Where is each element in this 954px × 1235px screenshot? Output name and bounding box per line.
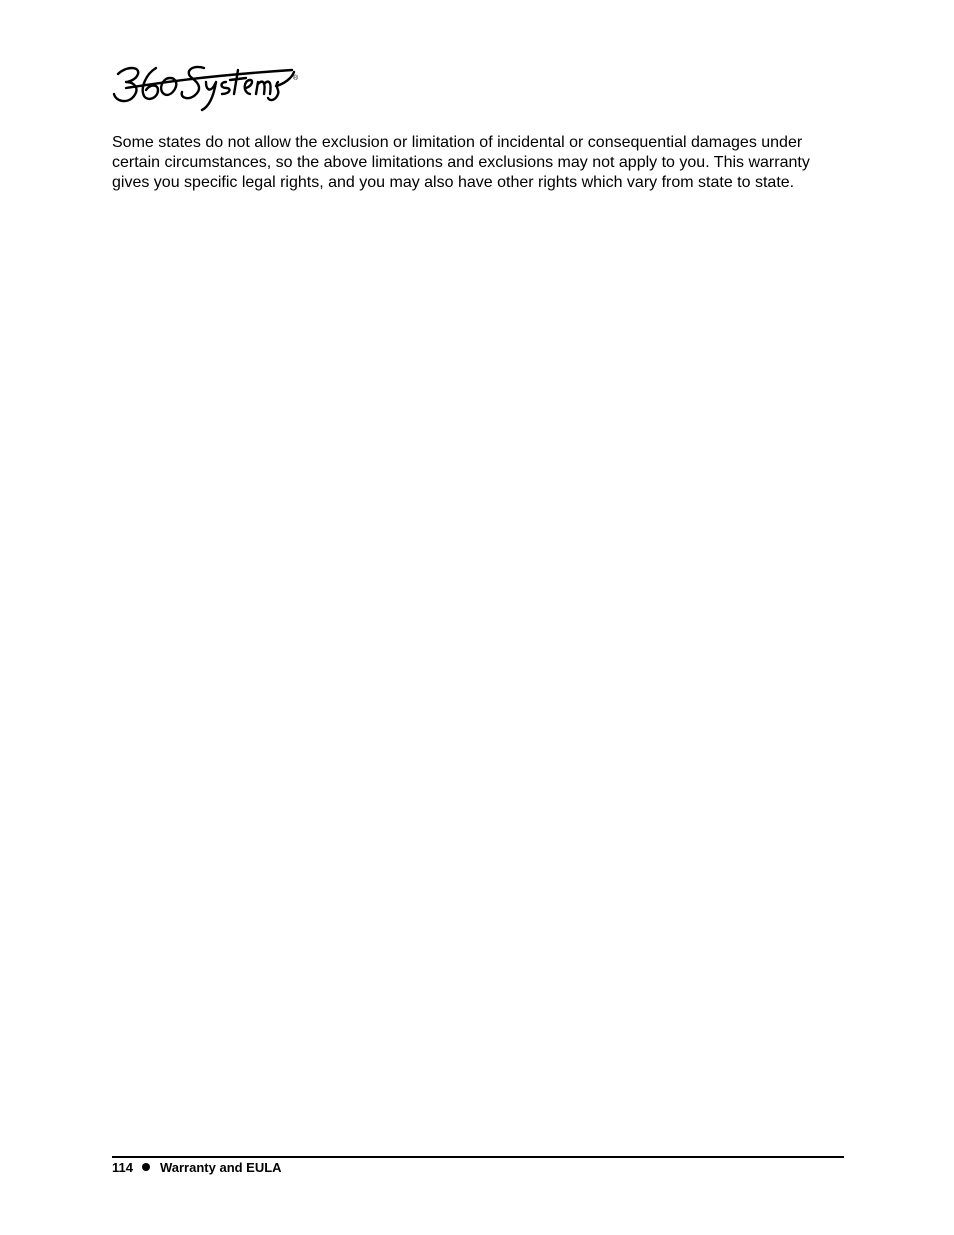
bullet-separator-icon xyxy=(142,1163,150,1171)
logo-script-graphic xyxy=(112,60,302,112)
section-title: Warranty and EULA xyxy=(159,1159,282,1175)
registered-mark: ® xyxy=(293,75,299,82)
footer-divider xyxy=(112,1156,844,1158)
page-number: 114 xyxy=(112,1159,133,1175)
disclaimer-paragraph: Some states do not allow the exclusion or limitation of incidental or consequential damages under certain circumstances, so the above limitations and exclusions may not apply to you. This warranty gives you specific legal rights, and you may also have other rights which vary from state to state. xyxy=(112,134,810,191)
company-logo xyxy=(112,60,302,112)
page-footer xyxy=(112,1159,282,1175)
